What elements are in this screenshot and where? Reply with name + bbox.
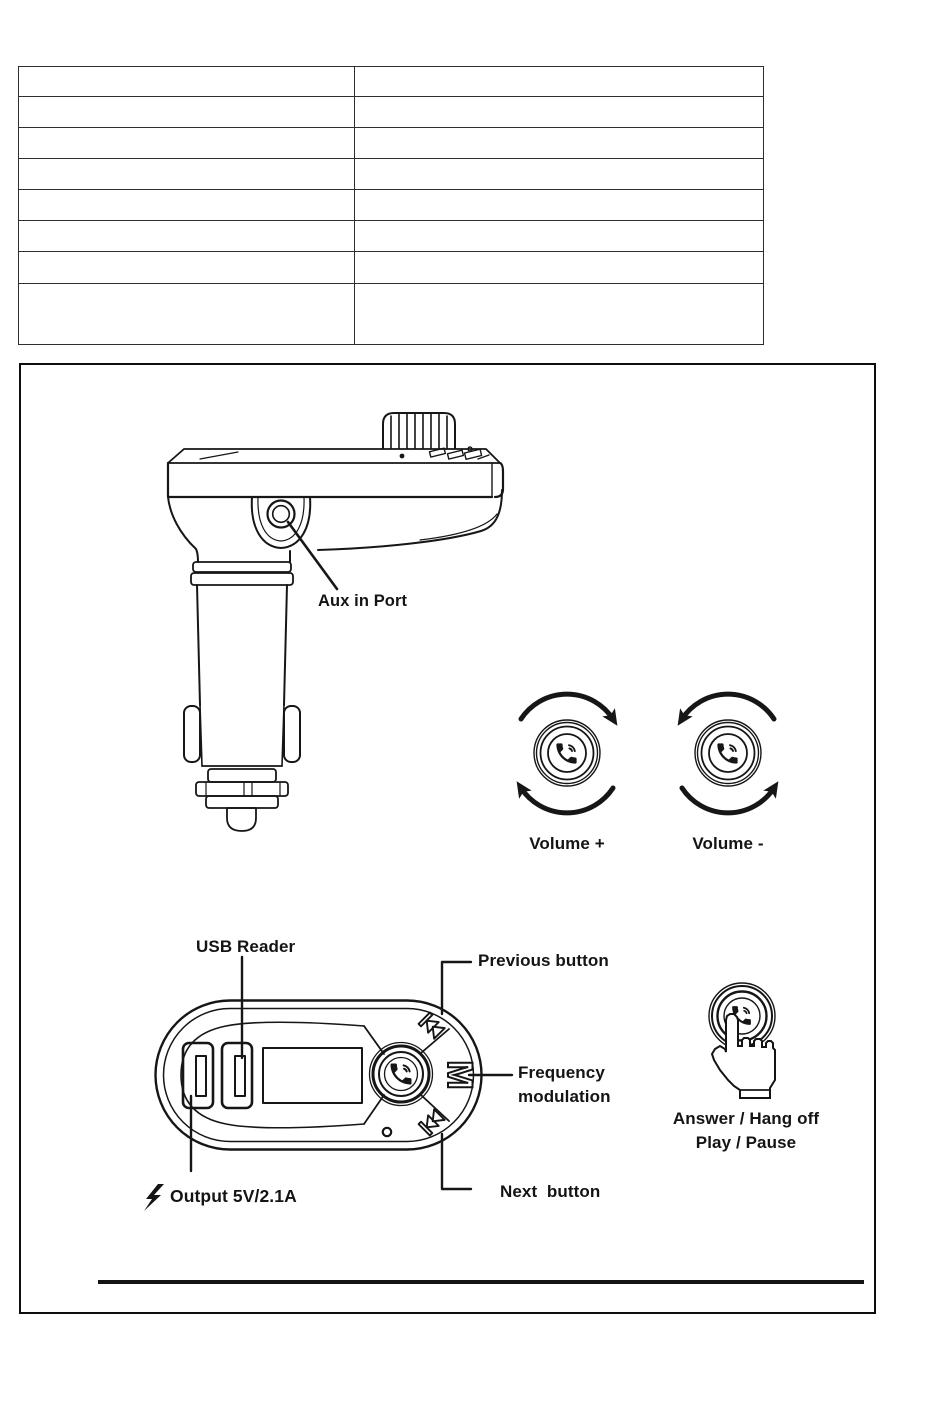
output-label: Output 5V/2.1A (170, 1186, 297, 1206)
volume-plus-label: Volume + (529, 834, 605, 853)
mode-button-label: M (440, 1060, 479, 1090)
lightning-bolt-icon (144, 1184, 164, 1211)
aux-leader-line (288, 522, 337, 589)
manual-page: Aux in Port Volume + Volume - USB Reader Previous button Frequency modulation Next button Output 5V/2.1A Answer / Hang off Play / Pause M (0, 0, 950, 1420)
usb-reader-label: USB Reader (196, 937, 296, 956)
led-indicator (383, 1128, 391, 1136)
usb-port-output (183, 1043, 213, 1108)
rotate-clockwise-arrows (521, 694, 613, 813)
previous-leader (442, 962, 471, 1014)
volume-plus-knob (521, 694, 613, 813)
display-screen (263, 1048, 362, 1103)
volume-minus-label: Volume - (692, 834, 764, 853)
fm-transmitter-front (156, 1001, 482, 1150)
volume-minus-knob (682, 694, 774, 813)
phone-icon (717, 743, 737, 763)
rotate-counterclockwise-arrows (682, 694, 774, 813)
car-charger-illustration (168, 413, 503, 831)
plug-rings (191, 562, 293, 585)
phone-icon (556, 743, 576, 763)
next-button-label: Next button (500, 1182, 601, 1201)
divider-rule (98, 1280, 864, 1284)
usb-port-reader (222, 1043, 252, 1108)
phone-icon (391, 1064, 412, 1085)
control-pad (364, 1026, 449, 1124)
aux-in-port-label: Aux in Port (318, 592, 408, 610)
answer-button (709, 983, 775, 1098)
previous-button-label: Previous button (478, 951, 609, 970)
phone-button (370, 1043, 433, 1106)
next-leader (442, 1134, 471, 1189)
hand-cursor-icon (712, 1014, 775, 1098)
plug-tip (196, 766, 288, 831)
